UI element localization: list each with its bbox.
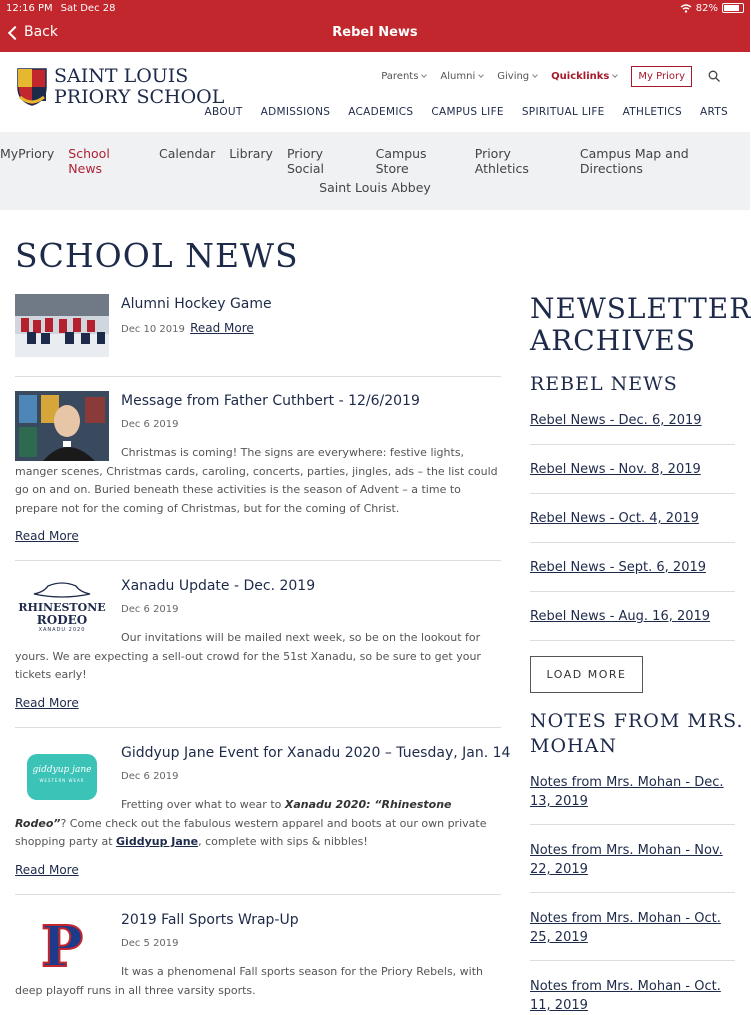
article-date-text: Dec 10 2019 <box>121 324 185 335</box>
subnav-school-news[interactable]: School News <box>68 146 110 176</box>
sub-nav-row <box>0 146 750 176</box>
subnav-saint-louis-abbey[interactable]: Saint Louis Abbey <box>319 180 431 195</box>
quicklinks-menu[interactable] <box>551 71 617 82</box>
site-name-line2: PRIORY SCHOOL <box>54 86 225 108</box>
school-crest-icon <box>16 67 48 107</box>
util-nav-parents[interactable] <box>381 71 426 82</box>
site-name <box>54 66 224 108</box>
util-nav-giving[interactable] <box>497 71 537 82</box>
mohan-heading-line: NOTES FROM MRS. <box>530 710 744 732</box>
util-nav-label: Alumni <box>440 71 476 82</box>
load-more-button[interactable]: LOAD MORE <box>530 656 643 693</box>
read-more-link[interactable]: Read More <box>15 696 79 710</box>
divider <box>15 560 501 561</box>
article-item <box>15 294 501 357</box>
status-bar <box>0 0 750 16</box>
nav-arts[interactable]: ARTS <box>700 106 728 118</box>
article-item <box>15 745 511 885</box>
divider <box>15 727 501 728</box>
nav-about[interactable]: ABOUT <box>204 106 243 118</box>
rebel-news-link[interactable]: Rebel News - Oct. 4, 2019 <box>530 511 699 526</box>
app-title: Rebel News <box>332 25 418 40</box>
rebel-news-link[interactable]: Rebel News - Sept. 6, 2019 <box>530 560 707 575</box>
subnav-priory-social[interactable]: Priory Social <box>286 146 324 176</box>
article-title[interactable]: Giddyup Jane Event for Xanadu 2020 – Tuesday, Jan. 14 <box>121 745 511 761</box>
subnav-library[interactable]: Library <box>229 146 273 161</box>
main-nav <box>205 106 728 118</box>
subnav-mypriory[interactable]: MyPriory <box>0 146 55 161</box>
article-excerpt: It was a phenomenal Fall sports season for the Priory Rebels, with deep playoff runs in all three varsity sports. <box>15 965 484 997</box>
divider <box>530 493 735 494</box>
excerpt-part: , complete with sips & nibbles! <box>198 835 368 848</box>
mohan-heading-line: MOHAN <box>530 735 617 757</box>
notes-from-mrs-mohan-heading <box>530 709 744 759</box>
util-nav-label: Parents <box>381 71 419 82</box>
subnav-priory-athletics[interactable]: Priory Athletics <box>474 146 529 176</box>
article-excerpt: Our invitations will be mailed next week, so be on the lookout for yours. We are expecting a sell-out crowd for the 51st Xanadu, so be sure to get your tickets early! <box>15 631 481 681</box>
mohan-notes-link[interactable]: Notes from Mrs. Mohan - Nov. 22, 2019 <box>530 843 723 877</box>
rebel-news-link[interactable]: Rebel News - Nov. 8, 2019 <box>530 462 701 477</box>
newsletter-heading-line: ARCHIVES <box>530 324 697 357</box>
nav-campus-life[interactable]: CAMPUS LIFE <box>431 106 504 118</box>
article-excerpt: Christmas is coming! The signs are everywhere: festive lights, manger scenes, Christmas cards, caroling, concerts, parties, jingles, ads – the list could go on and on. Buried beneath these activities is the season of Advent – a time to prepare not for the coming of Christmas, but for the coming of Christ. <box>15 446 498 515</box>
article-excerpt <box>15 796 501 852</box>
article-item <box>15 912 501 1000</box>
divider <box>530 892 735 893</box>
divider <box>15 376 501 377</box>
giddyup-logo-text: giddyup jane <box>32 764 92 775</box>
article-date: Dec 5 2019 <box>121 938 179 949</box>
back-label: Back <box>24 24 58 40</box>
article-date <box>121 321 254 335</box>
page-title: SCHOOL NEWS <box>15 236 299 275</box>
mohan-notes-link[interactable]: Notes from Mrs. Mohan - Oct. 25, 2019 <box>530 911 721 945</box>
status-date: Sat Dec 28 <box>60 2 116 14</box>
article-date: Dec 6 2019 <box>121 771 179 782</box>
article-item <box>15 391 501 551</box>
utility-nav <box>381 66 720 87</box>
subnav-calendar[interactable]: Calendar <box>159 146 216 161</box>
divider <box>530 542 735 543</box>
giddyup-jane-badge <box>27 754 97 800</box>
subnav-campus-store[interactable]: Campus Store <box>375 146 427 176</box>
divider <box>15 894 501 895</box>
excerpt-emphasis: Xanadu 2020: “Rhinestone Rodeo” <box>15 798 452 830</box>
read-more-link[interactable]: Read More <box>190 321 254 335</box>
read-more-link[interactable]: Read More <box>15 863 79 877</box>
battery-percent: 82% <box>695 2 718 14</box>
logo-rhinestone: RHINESTONE <box>18 601 106 614</box>
article-title[interactable]: Alumni Hockey Game <box>121 296 272 312</box>
nav-athletics[interactable]: ATHLETICS <box>622 106 682 118</box>
subnav-campus-map[interactable]: Campus Map and Directions <box>579 146 689 176</box>
logo-rodeo: RODEO <box>36 613 88 627</box>
article-title[interactable]: Message from Father Cuthbert - 12/6/2019 <box>121 393 420 409</box>
chevron-down-icon <box>613 72 619 78</box>
nav-academics[interactable]: ACADEMICS <box>348 106 414 118</box>
logo-xanadu: XANADU 2020 <box>38 627 86 633</box>
site-logo[interactable] <box>16 66 224 108</box>
divider <box>530 640 735 641</box>
read-more-link[interactable]: Read More <box>15 529 79 543</box>
site-name-line1: SAINT LOUIS <box>54 65 189 87</box>
divider <box>530 591 735 592</box>
hockey-photo-thumbnail[interactable] <box>15 294 109 357</box>
status-time: 12:16 PM <box>6 2 53 14</box>
mohan-notes-link[interactable]: Notes from Mrs. Mohan - Dec. 13, 2019 <box>530 775 724 809</box>
quicklinks-label: Quicklinks <box>551 71 610 82</box>
nav-spiritual-life[interactable]: SPIRITUAL LIFE <box>521 106 605 118</box>
util-nav-label: Giving <box>497 71 530 82</box>
app-bar <box>0 16 750 52</box>
chevron-down-icon <box>478 72 484 78</box>
article-date: Dec 6 2019 <box>121 419 179 430</box>
rebel-news-heading: REBEL NEWS <box>530 373 678 395</box>
rebel-news-link[interactable]: Rebel News - Dec. 6, 2019 <box>530 413 702 428</box>
chevron-down-icon <box>422 72 428 78</box>
chevron-down-icon <box>532 72 538 78</box>
excerpt-part: ? Come check out the fabulous western apparel and boots at our own private shopping party at <box>15 816 487 848</box>
giddyup-logo-sub: WESTERN WEAR <box>39 777 85 783</box>
cowboy-hat-icon <box>32 582 92 598</box>
wifi-icon <box>680 4 692 13</box>
divider <box>530 960 735 961</box>
p-letter-logo: P <box>40 914 84 980</box>
my-priory-button[interactable]: My Priory <box>631 66 692 87</box>
mohan-notes-link[interactable]: Notes from Mrs. Mohan - Oct. 11, 2019 <box>530 979 721 1013</box>
article-title[interactable]: Xanadu Update - Dec. 2019 <box>121 578 316 594</box>
util-nav-alumni[interactable] <box>440 71 483 82</box>
rebel-news-link[interactable]: Rebel News - Aug. 16, 2019 <box>530 609 711 624</box>
excerpt-part: Fretting over what to wear to <box>121 798 285 811</box>
sub-nav <box>0 132 750 210</box>
search-icon[interactable] <box>708 70 720 82</box>
article-title[interactable]: 2019 Fall Sports Wrap-Up <box>121 912 299 928</box>
divider <box>530 824 735 825</box>
nav-admissions[interactable]: ADMISSIONS <box>260 106 331 118</box>
divider <box>530 444 735 445</box>
newsletter-archives-heading <box>530 293 751 357</box>
battery-icon <box>722 3 744 13</box>
site-header <box>0 52 750 132</box>
newsletter-heading-line: NEWSLETTER <box>530 292 751 325</box>
giddyup-jane-link[interactable]: Giddyup Jane <box>116 835 199 848</box>
article-date: Dec 6 2019 <box>121 604 179 615</box>
article-item <box>15 578 501 718</box>
status-right <box>680 3 744 14</box>
